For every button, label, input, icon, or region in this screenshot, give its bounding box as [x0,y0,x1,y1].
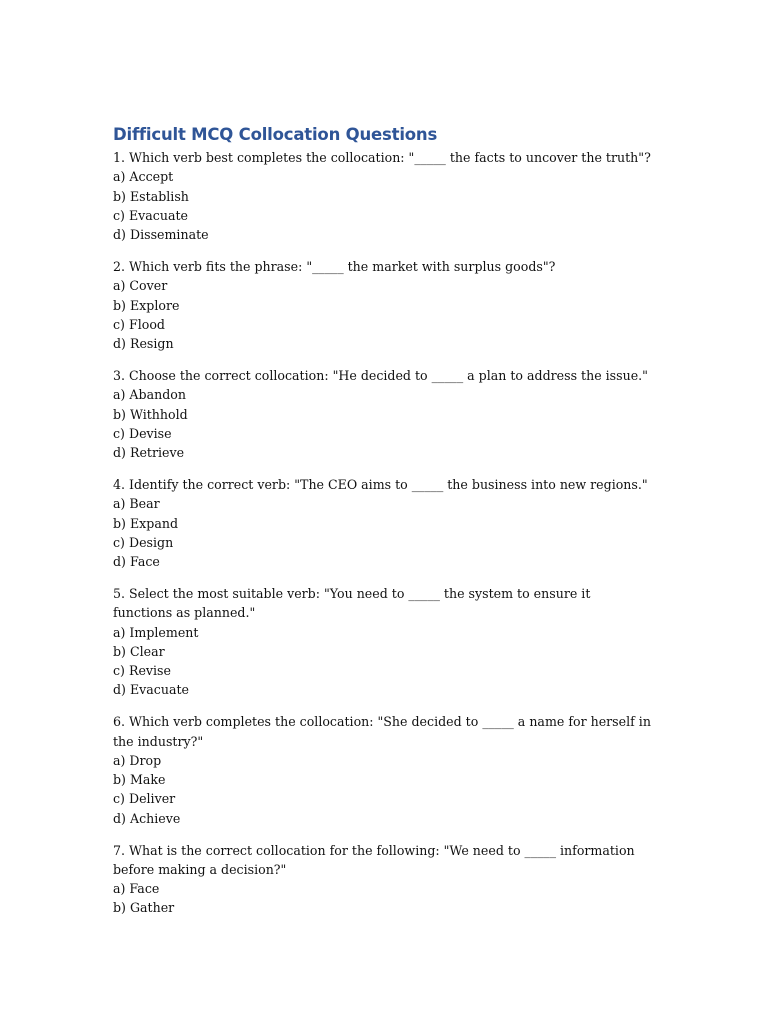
question-7 [113,841,653,918]
option-a: a) Drop [113,752,162,768]
question-text: 3. Choose the correct collocation: "He decided to _____ a plan to address the issue." [113,367,648,383]
question-5 [113,584,653,700]
document-title: Difficult MCQ Collocation Questions [113,125,438,144]
option-d: d) Achieve [113,810,181,826]
option-d: d) Evacuate [113,682,189,698]
option-a: a) Accept [113,169,174,185]
option-c: c) Design [113,534,174,550]
option-b: b) Establish [113,188,189,204]
option-d: d) Disseminate [113,227,209,243]
option-c: c) Evacuate [113,207,188,223]
option-a: a) Implement [113,624,199,640]
option-d: d) Retrieve [113,445,185,461]
option-d: d) Resign [113,336,174,352]
option-b: b) Clear [113,643,165,659]
option-c: c) Flood [113,316,165,332]
option-b: b) Gather [113,900,175,916]
question-2 [113,257,653,353]
option-a: a) Cover [113,278,168,294]
question-4 [113,475,653,571]
question-3 [113,366,653,462]
question-1 [113,148,653,244]
document-page [113,124,653,930]
option-a: a) Face [113,881,160,897]
question-text: 1. Which verb best completes the collocation: "_____ the facts to uncover the truth"? [113,150,651,165]
option-d: d) Face [113,554,160,570]
option-b: b) Withhold [113,406,188,422]
question-6 [113,712,653,828]
question-text: 7. What is the correct collocation for the following: "We need to _____ information before making a decision?" [113,842,635,877]
option-c: c) Devise [113,425,172,441]
option-c: c) Revise [113,663,171,679]
option-b: b) Explore [113,297,180,313]
question-text: 5. Select the most suitable verb: "You need to _____ the system to ensure it functions as planned." [113,585,591,621]
option-a: a) Abandon [113,387,186,403]
question-text: 4. Identify the correct verb: "The CEO aims to _____ the business into new regions." [113,476,648,492]
option-b: b) Make [113,772,166,788]
option-c: c) Deliver [113,791,176,807]
question-text: 6. Which verb completes the collocation: "She decided to _____ a name for herself in the industry?" [113,714,651,749]
option-b: b) Expand [113,515,179,531]
question-text: 2. Which verb fits the phrase: "_____ the market with surplus goods"? [113,258,556,274]
option-a: a) Bear [113,496,160,512]
